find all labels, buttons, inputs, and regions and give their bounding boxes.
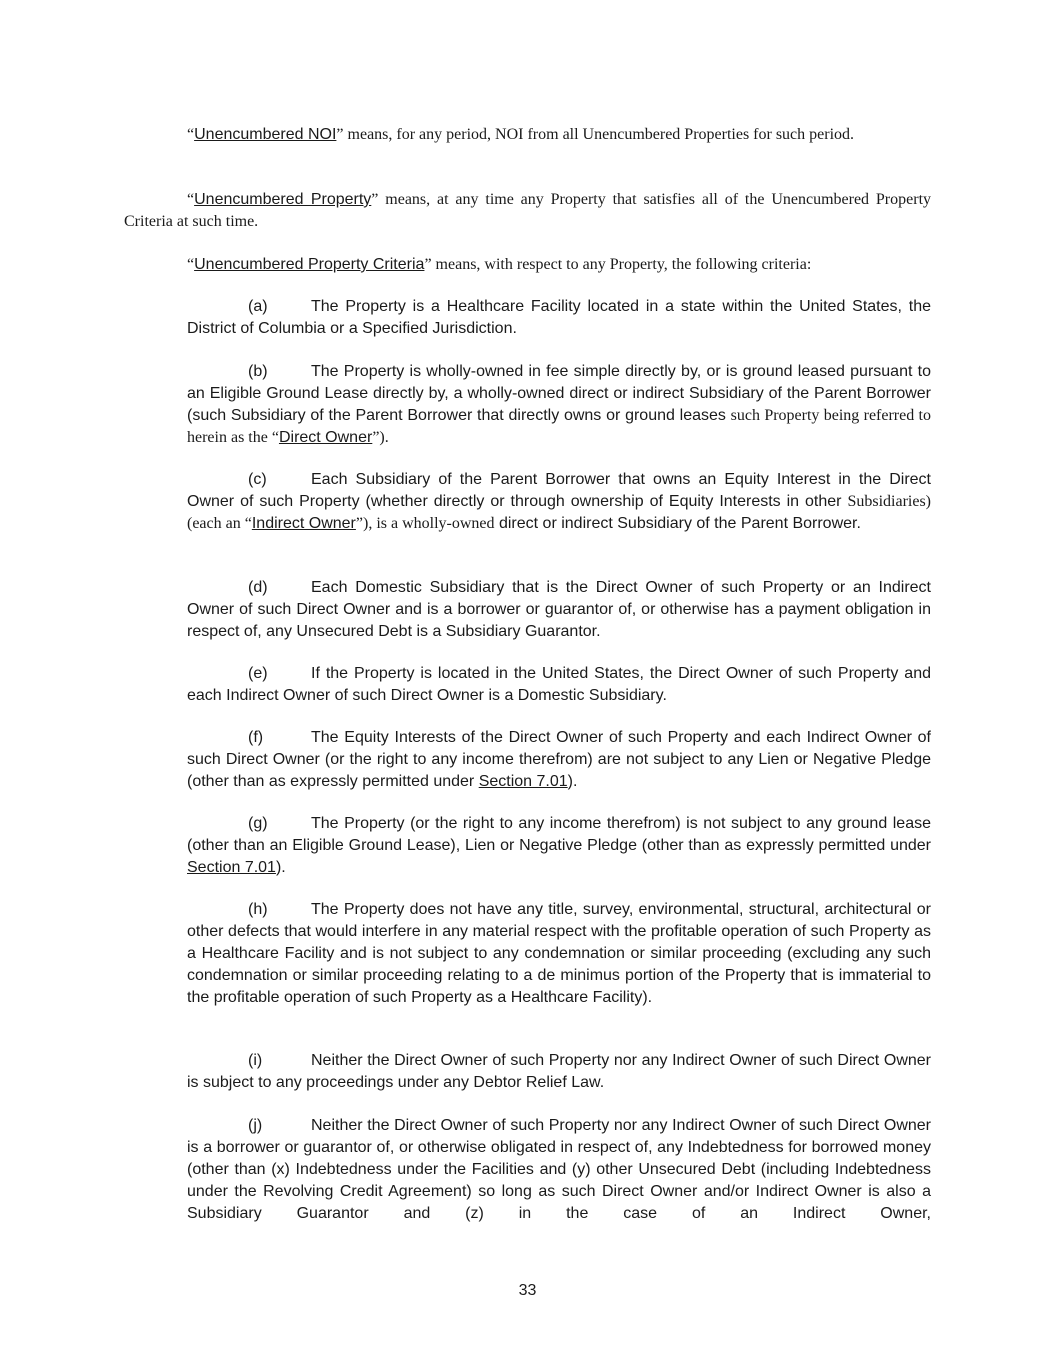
criterion-label: (a) bbox=[248, 298, 268, 315]
defined-term: Unencumbered Property Criteria bbox=[194, 256, 425, 273]
criterion-text-serif: such Property being referred to herein as the “ bbox=[187, 407, 931, 446]
defined-term: Unencumbered NOI bbox=[194, 126, 337, 143]
open-quote: “ bbox=[187, 126, 195, 143]
criterion-tail: ). bbox=[275, 859, 286, 876]
criterion-label: (i) bbox=[248, 1052, 263, 1069]
criterion-tail-serif: ”), is a wholly-owned bbox=[355, 515, 495, 532]
definition-unencumbered-property bbox=[124, 189, 931, 233]
definition-text: means, at any time any Property that satisfies all of the Unencumbered Property Criteria at such time. bbox=[124, 191, 932, 230]
criterion-text: Neither the Direct Owner of such Property nor any Indirect Owner of such Direct Owner is a borrower or guarantor of, or otherwise obligated in respect of, any Indebtedness for borrowed money (other than (x) Indebtedness under the Facilities and (y) other Unsecured Debt (including Indebtedness under the Revolving Credit Agreement) so long as such Direct Owner and/or Indirect Owner is also a Subsidiary Guarantor and (z) in the case of an Indirect Owner, bbox=[187, 1117, 931, 1222]
open-quote: “ bbox=[187, 256, 195, 273]
criterion-tail: ”). bbox=[372, 429, 389, 446]
criterion-text: The Property (or the right to any income therefrom) is not subject to any ground lease (other than an Eligible Ground Lease), Lien or Negative Pledge (other than as expressly permitted under bbox=[187, 815, 931, 854]
criterion-i bbox=[187, 1050, 931, 1094]
criterion-label: (c) bbox=[248, 471, 267, 488]
definition-unencumbered-property-criteria bbox=[124, 254, 931, 276]
defined-term-direct-owner: Direct Owner bbox=[278, 429, 373, 446]
criterion-text: The Property is a Healthcare Facility located in a state within the United States, the District of Columbia or a Specified Jurisdiction. bbox=[187, 298, 931, 337]
criterion-text: The Property does not have any title, survey, environmental, structural, architectural or other defects that would interfere in any material respect with the profitable operation of such Property as a Healthcare Facility and is not subject to any condemnation or similar proceeding (excluding any such condemnation or similar proceeding relating to a de minimus portion of the Property that is immaterial to the profitable operation of such Property as a Healthcare Facility). bbox=[187, 901, 931, 1006]
criterion-c bbox=[187, 469, 931, 535]
criterion-f bbox=[187, 727, 931, 793]
criterion-text-serif: Subsidiaries) (each an “ bbox=[187, 493, 931, 532]
criterion-h bbox=[187, 899, 931, 1009]
defined-term-indirect-owner: Indirect Owner bbox=[251, 515, 356, 532]
criterion-text: Each Subsidiary of the Parent Borrower that owns an Equity Interest in the Direct Owner of such Property (whether directly or through ownership of Equity Interests in other bbox=[187, 471, 931, 510]
close-quote: ” bbox=[424, 256, 432, 273]
criterion-b bbox=[187, 361, 931, 449]
criterion-text: The Property is wholly-owned in fee simple directly by, or is ground leased pursuant to an Eligible Ground Lease directly by, a wholly-owned direct or indirect Subsidiary of the Parent Borrower (such Subsidiary of the Parent Borrower that directly owns or ground leases bbox=[187, 363, 931, 424]
page-number: 33 bbox=[518, 1282, 537, 1299]
close-quote: ” bbox=[371, 191, 379, 208]
criterion-label: (e) bbox=[248, 665, 268, 682]
open-quote: “ bbox=[187, 191, 195, 208]
criterion-label: (j) bbox=[248, 1117, 263, 1134]
criterion-label: (h) bbox=[248, 901, 268, 918]
criterion-a bbox=[187, 296, 931, 340]
criterion-e bbox=[187, 663, 931, 707]
close-quote: ” bbox=[336, 126, 344, 143]
definition-text: means, with respect to any Property, the following criteria: bbox=[431, 256, 812, 273]
criterion-text: The Equity Interests of the Direct Owner of such Property and each Indirect Owner of such Direct Owner (or the right to any income therefrom) are not subject to any Lien or Negative Pledge (other than as expressly permitted under bbox=[187, 729, 931, 790]
criterion-label: (d) bbox=[248, 579, 268, 596]
criterion-text: Each Domestic Subsidiary that is the Direct Owner of such Property or an Indirect Owner of such Direct Owner and is a borrower or guarantor of, or otherwise has a payment obligation in respect of, any Unsecured Debt is a Subsidiary Guarantor. bbox=[187, 579, 931, 640]
definition-text: means, for any period, NOI from all Unencumbered Properties for such period. bbox=[343, 126, 855, 143]
criterion-label: (g) bbox=[248, 815, 268, 832]
criterion-tail: ). bbox=[567, 773, 578, 790]
criterion-g bbox=[187, 813, 931, 879]
criterion-text: If the Property is located in the United States, the Direct Owner of such Property and each Indirect Owner of such Direct Owner is a Domestic Subsidiary. bbox=[187, 665, 931, 704]
section-reference: Section 7.01 bbox=[478, 773, 568, 790]
definition-unencumbered-noi bbox=[124, 124, 931, 146]
section-reference: Section 7.01 bbox=[187, 859, 276, 876]
defined-term: Unencumbered Property bbox=[194, 191, 372, 208]
criterion-d bbox=[187, 577, 931, 643]
criterion-label: (f) bbox=[248, 729, 264, 746]
criterion-tail: direct or indirect Subsidiary of the Parent Borrower. bbox=[494, 515, 861, 532]
criterion-label: (b) bbox=[248, 363, 268, 380]
criterion-j bbox=[187, 1115, 931, 1225]
criterion-text: Neither the Direct Owner of such Property nor any Indirect Owner of such Direct Owner is subject to any proceedings under any Debtor Relief Law. bbox=[187, 1052, 931, 1091]
